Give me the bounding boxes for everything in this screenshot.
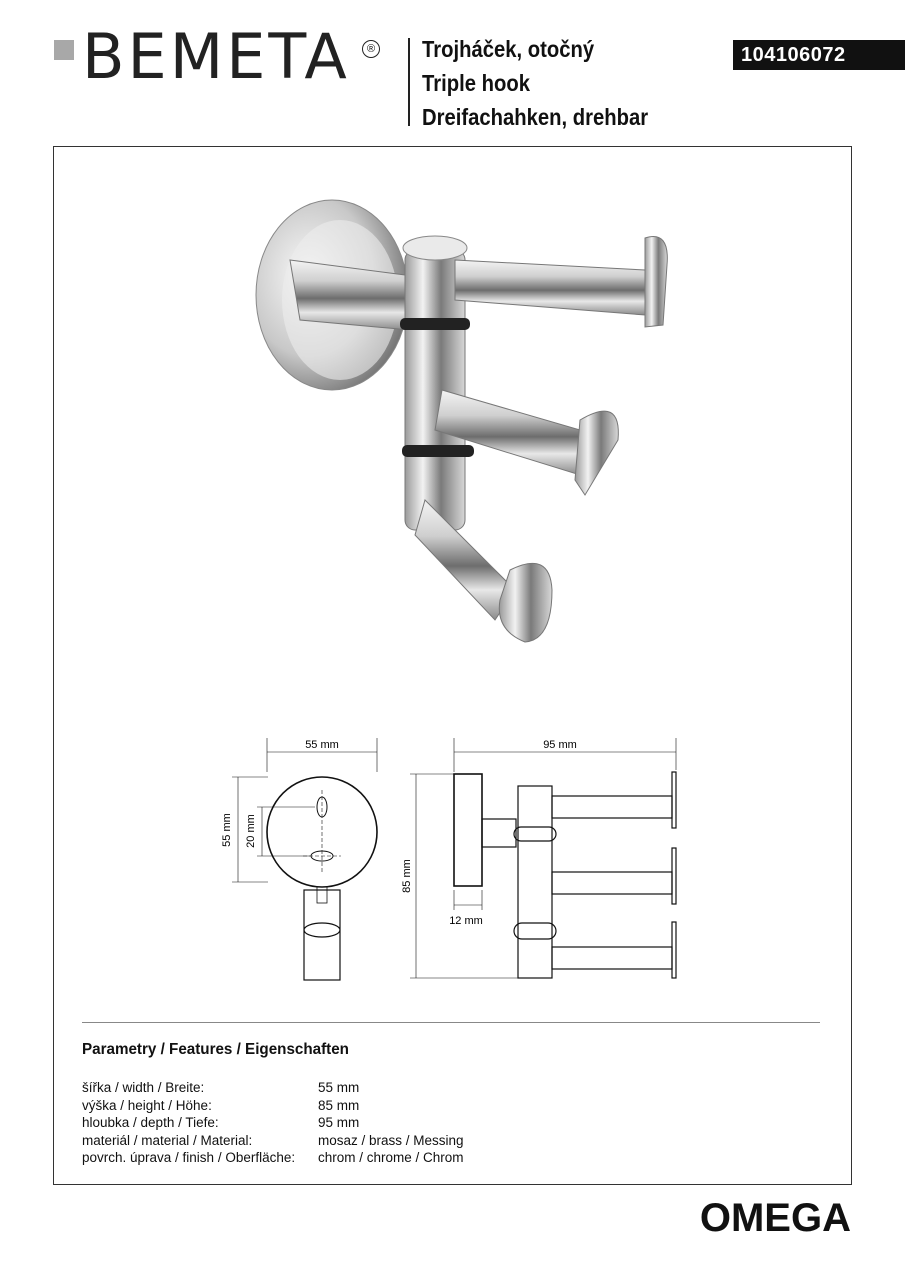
feature-row: [82, 1132, 582, 1150]
dim-front-height-label: 55 mm: [221, 813, 233, 847]
feature-row: [82, 1114, 582, 1132]
feature-row: [82, 1149, 582, 1167]
technical-drawing: [200, 730, 720, 1000]
feature-row: [82, 1097, 582, 1115]
registered-mark: ®: [362, 40, 380, 58]
feature-label: výška / height / Höhe:: [82, 1097, 212, 1113]
feature-value: chrom / chrome / Chrom: [318, 1150, 464, 1165]
brand-logo: BEMETA: [82, 20, 350, 93]
feature-value: mosaz / brass / Messing: [318, 1132, 464, 1148]
dim-depth-label: 95 mm: [543, 739, 577, 751]
features-table: [82, 1079, 582, 1167]
dim-width-label: 55 mm: [305, 739, 339, 751]
section-divider: [82, 1022, 820, 1023]
product-titles: [422, 32, 648, 134]
dim-hole-label: 20 mm: [245, 814, 257, 848]
feature-label: materiál / material / Material:: [82, 1132, 253, 1148]
title-cz: Trojháček, otočný: [422, 36, 595, 62]
feature-label: šířka / width / Breite:: [82, 1080, 205, 1095]
features-heading: Parametry / Features / Eigenschaften: [82, 1041, 349, 1058]
product-code: 104106072: [733, 40, 905, 70]
feature-value: 85 mm: [318, 1097, 360, 1113]
feature-label: povrch. úprava / finish / Oberfläche:: [82, 1150, 296, 1165]
feature-value: 95 mm: [318, 1115, 360, 1130]
dim-rosette-label: 12 mm: [449, 915, 483, 927]
logo-square: [54, 40, 74, 60]
series-name: OMEGA: [699, 1196, 851, 1240]
title-en: Triple hook: [422, 70, 530, 96]
header-divider: [408, 38, 410, 126]
title-de: Dreifachahken, drehbar: [422, 104, 649, 130]
product-photo: [230, 190, 690, 660]
feature-label: hloubka / depth / Tiefe:: [82, 1115, 219, 1130]
feature-value: 55 mm: [318, 1080, 360, 1095]
dim-height-label: 85 mm: [401, 859, 413, 893]
feature-row: [82, 1079, 582, 1097]
